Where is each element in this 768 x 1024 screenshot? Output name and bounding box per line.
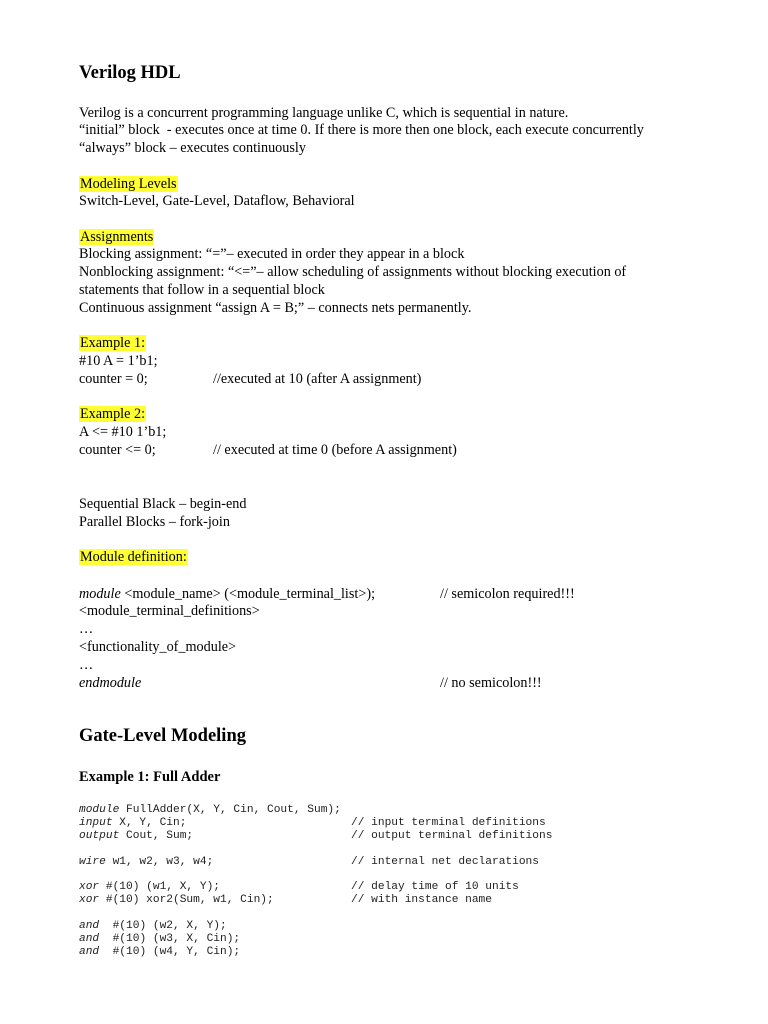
highlight-example2: Example 2: [80, 406, 146, 422]
assignments-line-1: Blocking assignment: “=”– executed in order they appear in a block [79, 246, 465, 262]
module-def-end-comment: // no semicolon!!! [440, 675, 542, 691]
code-text: #(10) (w3, X, Cin); [99, 933, 241, 945]
assignments-heading [79, 229, 154, 247]
module-def-line-1 [79, 586, 375, 604]
highlight-example1: Example 1: [80, 335, 146, 351]
code-keyword: module [79, 804, 120, 816]
code-comment: // input terminal definitions [351, 817, 546, 829]
module-def-line-1-comment: // semicolon required!!! [440, 586, 575, 602]
code-keyword: and [79, 920, 100, 932]
example2-line-2-code: counter <= 0; [79, 442, 156, 458]
intro-line-2: “initial” block - executes once at time 0. If there is more then one block, each execute concurrently [79, 122, 644, 138]
keyword-endmodule: endmodule [79, 675, 142, 691]
example2-line-2-comment: // executed at time 0 (before A assignment) [213, 442, 457, 458]
example1-line-1: #10 A = 1’b1; [79, 353, 158, 369]
module-def-line-1-rest: <module_name> (<module_terminal_list>); [120, 586, 376, 602]
code-text: Cout, Sum; [119, 830, 194, 842]
module-def-ellipsis-1: … [79, 621, 94, 637]
code-comment: // output terminal definitions [351, 830, 553, 842]
code-line [79, 830, 193, 843]
code-keyword: and [79, 946, 100, 958]
blocks-line-1: Sequential Black – begin-end [79, 496, 247, 512]
code-text: w1, w2, w3, w4; [105, 856, 214, 868]
highlight-module-definition: Module definition: [80, 549, 187, 565]
highlight-assignments: Assignments [80, 229, 154, 245]
example1-heading [79, 335, 146, 353]
code-line [79, 894, 274, 907]
code-line [79, 856, 213, 869]
code-line [79, 920, 227, 933]
example1-line-2-code: counter = 0; [79, 371, 148, 387]
code-text: #(10) (w4, Y, Cin); [99, 946, 241, 958]
example2-heading [79, 406, 146, 424]
assignments-line-2: Nonblocking assignment: “<=”– allow scheduling of assignments without blocking execution of [79, 264, 627, 280]
example2-line-1: A <= #10 1’b1; [79, 424, 167, 440]
intro-line-3: “always” block – executes continuously [79, 140, 306, 156]
code-text: #(10) (w2, X, Y); [99, 920, 227, 932]
code-text: X, Y, Cin; [112, 817, 187, 829]
code-text: #(10) xor2(Sum, w1, Cin); [99, 894, 274, 906]
code-keyword: and [79, 933, 100, 945]
highlight-modeling-levels: Modeling Levels [80, 176, 177, 192]
keyword-module: module [79, 586, 121, 602]
code-comment: // delay time of 10 units [351, 881, 519, 893]
code-line [79, 933, 240, 946]
code-keyword: xor [79, 894, 100, 906]
code-comment: // with instance name [351, 894, 492, 906]
example1-line-2-comment: //executed at 10 (after A assignment) [213, 371, 422, 387]
assignments-line-4: Continuous assignment “assign A = B;” – connects nets permanently. [79, 300, 472, 316]
code-line [79, 804, 341, 817]
code-line [79, 817, 186, 830]
code-text: #(10) (w1, X, Y); [99, 881, 221, 893]
code-keyword: output [79, 830, 120, 842]
assignments-line-3: statements that follow in a sequential block [79, 282, 325, 298]
code-comment: // internal net declarations [351, 856, 539, 868]
gate-level-heading: Gate-Level Modeling [79, 726, 246, 746]
code-keyword: wire [79, 856, 106, 868]
code-line [79, 881, 220, 894]
code-keyword: input [79, 817, 113, 829]
full-adder-heading: Example 1: Full Adder [79, 769, 221, 785]
code-keyword: xor [79, 881, 100, 893]
code-line [79, 946, 240, 959]
module-def-line-2: <module_terminal_definitions> [79, 603, 260, 619]
intro-line-1: Verilog is a concurrent programming language unlike C, which is sequential in nature. [79, 105, 569, 121]
page-title: Verilog HDL [79, 63, 181, 83]
module-def-line-4: <functionality_of_module> [79, 639, 237, 655]
modeling-levels-text: Switch-Level, Gate-Level, Dataflow, Behavioral [79, 193, 355, 209]
blocks-line-2: Parallel Blocks – fork-join [79, 514, 230, 530]
modeling-levels-heading [79, 176, 178, 194]
module-def-ellipsis-2: … [79, 657, 94, 673]
code-text: FullAdder(X, Y, Cin, Cout, Sum); [119, 804, 341, 816]
module-definition-heading [79, 549, 188, 567]
